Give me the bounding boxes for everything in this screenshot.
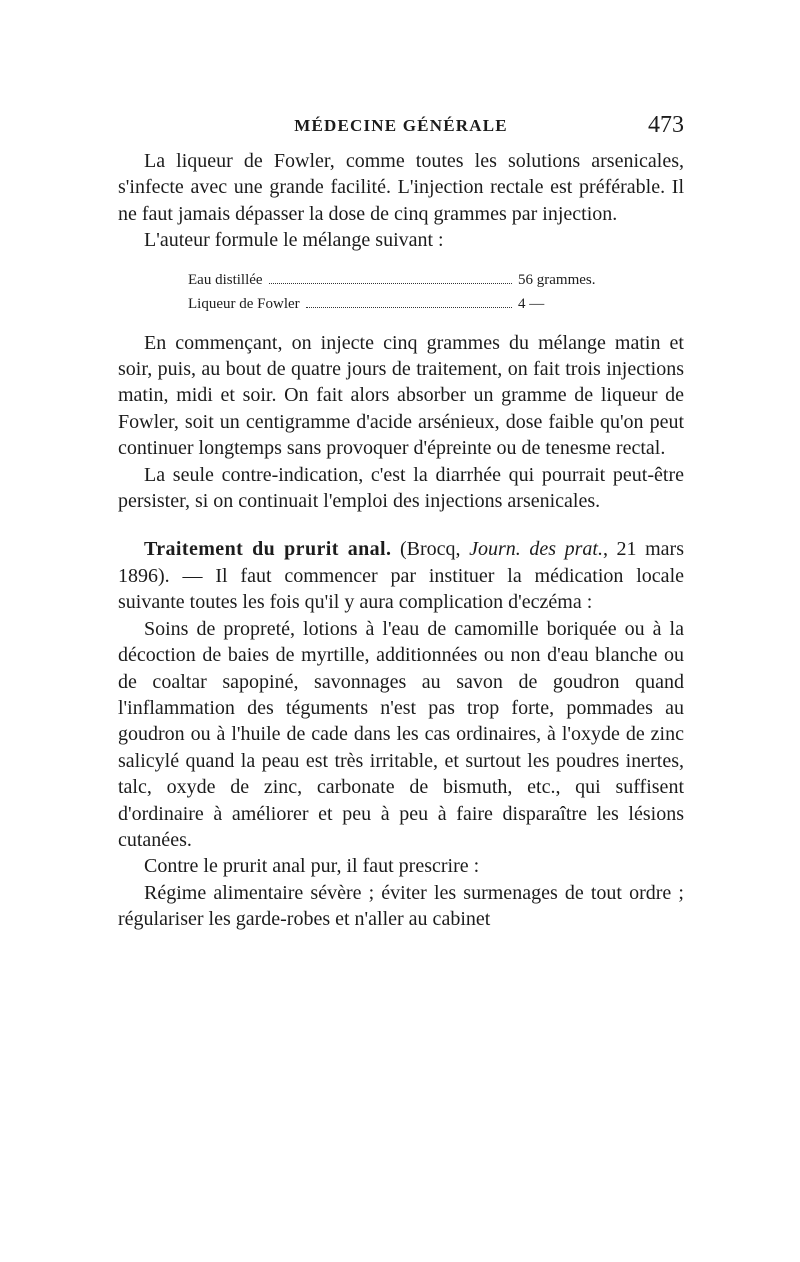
recipe-row: [188, 268, 628, 292]
paragraph-fowler-infection: La liqueur de Fowler, comme toutes les solutions arsenicales, s'infecte avec une grande facilité. L'injection rectale est préférable. Il ne faut jamais dépasser la dose de cinq grammes par injection.: [118, 150, 684, 225]
dot-leader: [306, 307, 512, 308]
section-title: Traitement du prurit anal.: [144, 538, 392, 561]
paragraph-contraindication: La seule contre-indication, c'est la diarrhée qui pourrait peut-être persister, si on continuait l'emploi des injections arsenicales.: [118, 463, 684, 513]
reference-rest: , 21 mars 1896). — Il faut commencer par instituer la médication locale suivante toutes les fois qu'il y aura complication d'eczéma :: [118, 538, 684, 614]
page-header: [118, 112, 684, 144]
recipe-row: [188, 292, 628, 316]
recipe-ingredient: Eau distillée: [188, 271, 263, 288]
paragraph-local-care: Soins de propreté, lotions à l'eau de camomille boriquée ou à la décoction de baies de myrtille, additionnées ou non d'eau blanche ou de coaltar sapopiné, savonnages au savon de goudron quand l'inflammation des téguments n'est pas trop forte, pommades au goudron ou à l'huile de cade dans les cas ordinaires, à l'oxyde de zinc salicylé quand la peau est très irritable, et surtout les poudres inertes, talc, oxyde de zinc, carbonate de bismuth, etc., qui suffisent d'ordinaire à améliorer et peu à peu à faire disparaître les lésions cutanées.: [118, 617, 684, 851]
recipe-table: [188, 268, 628, 316]
page-body: [118, 148, 684, 933]
reference-journal: Journ. des prat.: [469, 538, 603, 561]
recipe-quantity: 4 —: [518, 295, 545, 312]
dot-leader: [269, 283, 512, 284]
paragraph-diet: Régime alimentaire sévère ; éviter les surmenages de tout ordre ; régulariser les garde-robes et n'aller au cabinet: [118, 881, 684, 931]
page-number: 473: [648, 112, 684, 138]
recipe-ingredient: Liqueur de Fowler: [188, 295, 300, 312]
paragraph-formula-intro: L'auteur formule le mélange suivant :: [144, 229, 444, 252]
section-prurit-anal: [118, 536, 684, 615]
running-title: MÉDECINE GÉNÉRALE: [294, 116, 508, 135]
recipe-quantity: 56 grammes.: [518, 271, 596, 288]
reference-open: (Brocq,: [391, 538, 470, 561]
paragraph-injection-schedule: En commençant, on injecte cinq grammes du mélange matin et soir, puis, au bout de quatre jours de traitement, on fait trois injections matin, midi et soir. On fait alors absorber un gramme de liqueur de Fowler, soit un centigramme d'acide arsénieux, dose faible qu'on peut continuer longtemps sans provoquer d'épreinte ou de tenesme rectal.: [118, 331, 684, 460]
paragraph-pure-prurit: Contre le prurit anal pur, il faut prescrire :: [144, 855, 480, 878]
